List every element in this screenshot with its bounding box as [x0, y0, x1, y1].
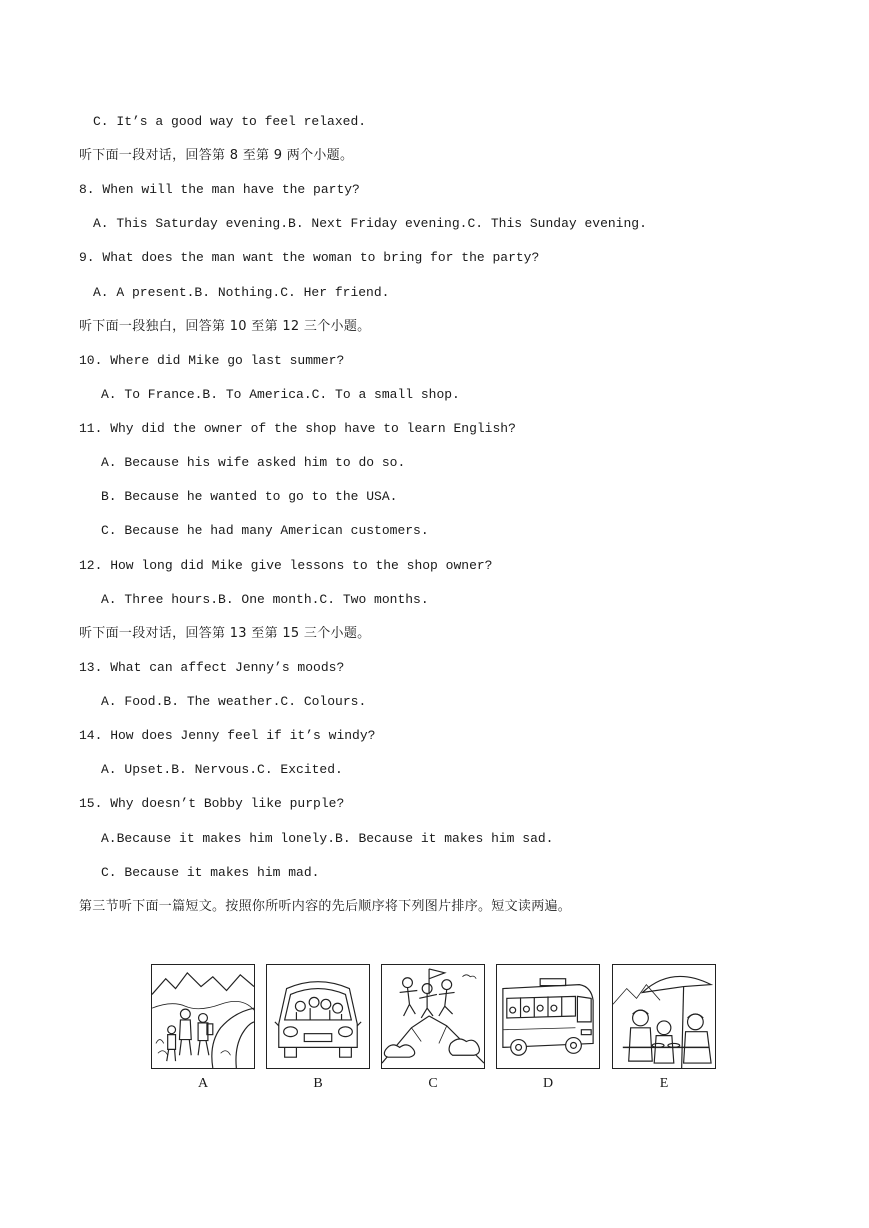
- question-11: 11. Why did the owner of the shop have to learn English?: [79, 421, 516, 436]
- section-instruction: 听下面一段对话，回答第 8 至第 9 两个小题。: [79, 148, 354, 163]
- climbers-on-summit-icon: [381, 964, 485, 1069]
- options-10: A. To France.B. To America.C. To a small shop.: [101, 387, 460, 402]
- hikers-on-path-icon: [151, 964, 255, 1069]
- picture-row: [151, 964, 717, 1094]
- options-9: A. A present.B. Nothing.C. Her friend.: [93, 285, 390, 300]
- options-15: A.Because it makes him lonely.B. Because it makes him sad.: [101, 831, 554, 846]
- picture-label-c: C: [428, 1076, 438, 1091]
- family-in-car-icon: [266, 964, 370, 1069]
- picture-label-a: A: [197, 1076, 209, 1091]
- question-12: 12. How long did Mike give lessons to the shop owner?: [79, 558, 493, 573]
- picture-label-d: D: [542, 1076, 554, 1091]
- options-13: A. Food.B. The weather.C. Colours.: [101, 694, 367, 709]
- bus-icon: [496, 964, 600, 1069]
- question-14: 14. How does Jenny feel if it’s windy?: [79, 728, 376, 743]
- section-instruction: 听下面一段对话，回答第 13 至第 15 三个小题。: [79, 626, 371, 641]
- question-10: 10. Where did Mike go last summer?: [79, 353, 345, 368]
- option-15c: C. Because it makes him mad.: [101, 865, 320, 880]
- picture-label-b: B: [313, 1076, 323, 1091]
- options-8: A. This Saturday evening.B. Next Friday evening.C. This Sunday evening.: [93, 216, 647, 231]
- option-11c: C. Because he had many American customers.: [101, 523, 429, 538]
- picture-label-e: E: [659, 1076, 669, 1091]
- picnic-under-umbrella-icon: [612, 964, 716, 1069]
- question-15: 15. Why doesn’t Bobby like purple?: [79, 796, 345, 811]
- section-three-instruction: 第三节听下面一篇短文。按照你所听内容的先后顺序将下列图片排序。短文读两遍。: [79, 899, 572, 914]
- option-line: C. It’s a good way to feel relaxed.: [93, 114, 367, 129]
- question-9: 9. What does the man want the woman to bring for the party?: [79, 250, 540, 265]
- options-14: A. Upset.B. Nervous.C. Excited.: [101, 762, 343, 777]
- section-instruction: 听下面一段独白，回答第 10 至第 12 三个小题。: [79, 319, 371, 334]
- question-13: 13. What can affect Jenny’s moods?: [79, 660, 345, 675]
- question-8: 8. When will the man have the party?: [79, 182, 360, 197]
- option-11a: A. Because his wife asked him to do so.: [101, 455, 406, 470]
- options-12: A. Three hours.B. One month.C. Two months.: [101, 592, 429, 607]
- option-11b: B. Because he wanted to go to the USA.: [101, 489, 398, 504]
